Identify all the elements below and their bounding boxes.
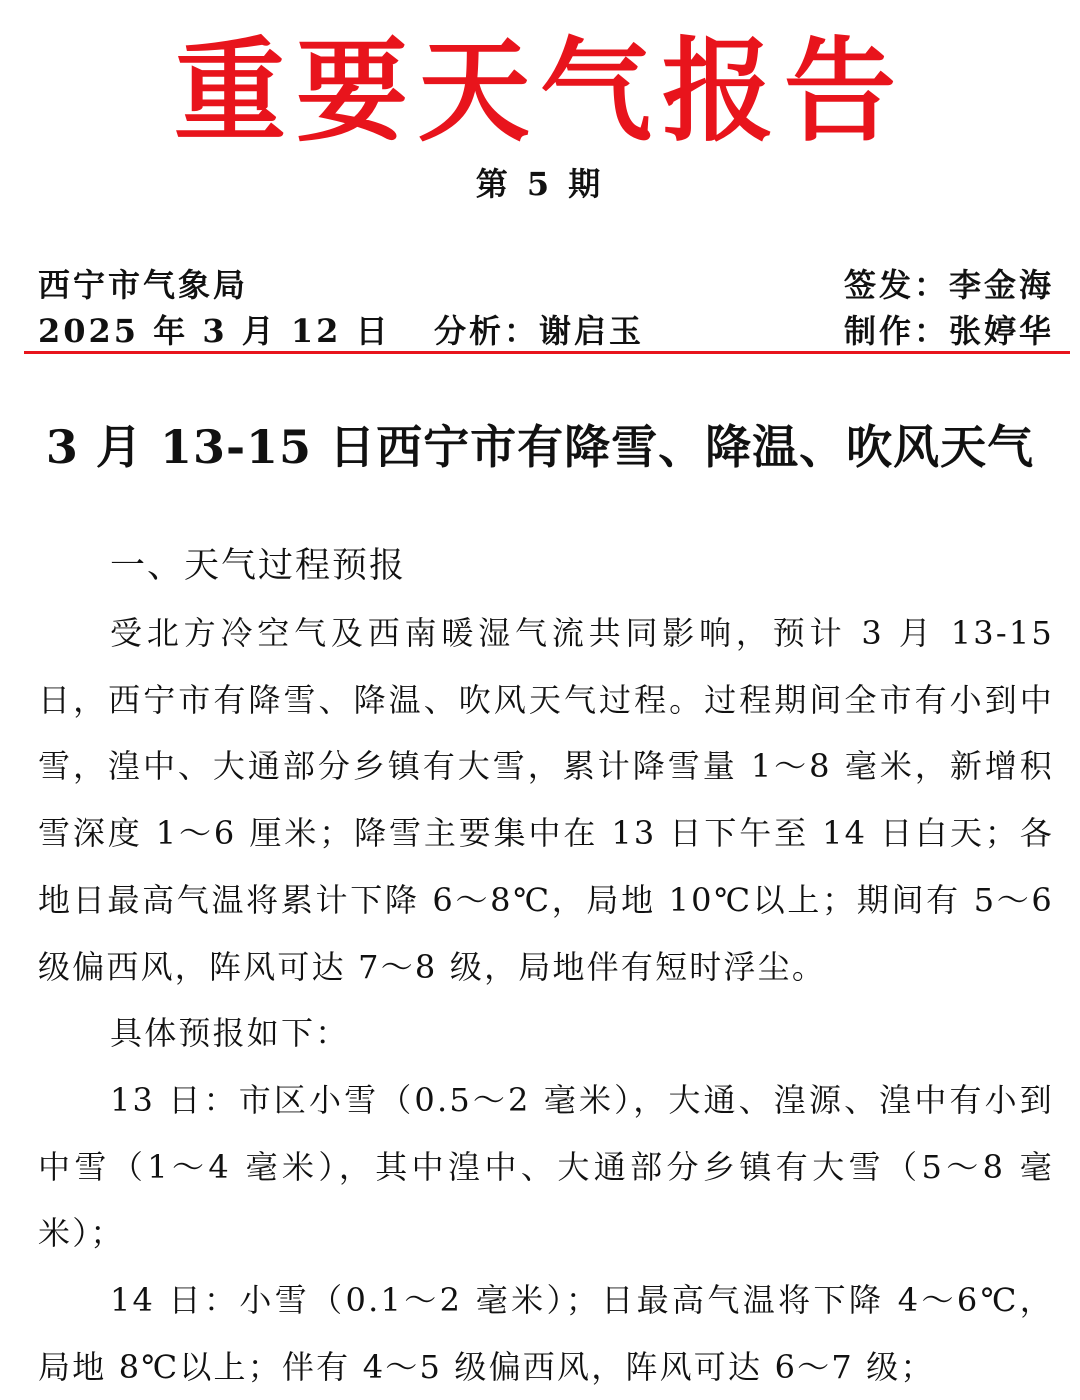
red-divider-line bbox=[24, 351, 1070, 354]
analyst-credit: 分析：谢启玉 bbox=[434, 312, 645, 350]
forecast-body bbox=[38, 600, 1054, 1400]
producer-credit: 制作：张婷华 bbox=[843, 312, 1054, 350]
agency-name: 西宁市气象局 bbox=[38, 266, 249, 304]
section-heading-forecast: 一、天气过程预报 bbox=[110, 546, 407, 586]
forecast-paragraph-day14: 14 日：小雪（0.1～2 毫米）；日最高气温将下降 4～6℃，局地 8℃以上；伴有 4～5 级偏西风，阵风可达 6～7 级； bbox=[38, 1281, 1054, 1386]
report-date: 2025 年 3 月 12 日 bbox=[38, 312, 391, 350]
issue-number: 第 5 期 bbox=[475, 165, 605, 203]
forecast-paragraph-intro: 具体预报如下： bbox=[110, 1014, 350, 1053]
issuer-signoff: 签发：李金海 bbox=[843, 266, 1054, 304]
report-headline: 3 月 13-15 日西宁市有降雪、降温、吹风天气 bbox=[45, 420, 1035, 474]
meta-row-top bbox=[38, 262, 1054, 308]
forecast-paragraph-day13: 13 日：市区小雪（0.5～2 毫米），大通、湟源、湟中有小到中雪（1～4 毫米），其中湟中、大通部分乡镇有大雪（5～8 毫米）； bbox=[38, 1080, 1054, 1253]
forecast-paragraph-summary: 受北方冷空气及西南暖湿气流共同影响，预计 3 月 13-15 日，西宁市有降雪、降温、吹风天气过程。过程期间全市有小到中雪，湟中、大通部分乡镇有大雪，累计降雪量 1～8 毫米，新增积雪深度 1～6 厘米；降雪主要集中在 13 日下午至 14 日白天；各地日最高气温将累计下降 6～8℃，局地 10℃以上；期间有 5～6 级偏西风，阵风可达 7～8 级，局地伴有短时浮尘。 bbox=[38, 614, 1054, 986]
meta-row-bottom bbox=[38, 308, 1054, 354]
report-masthead-title: 重要天气报告 bbox=[174, 26, 906, 157]
